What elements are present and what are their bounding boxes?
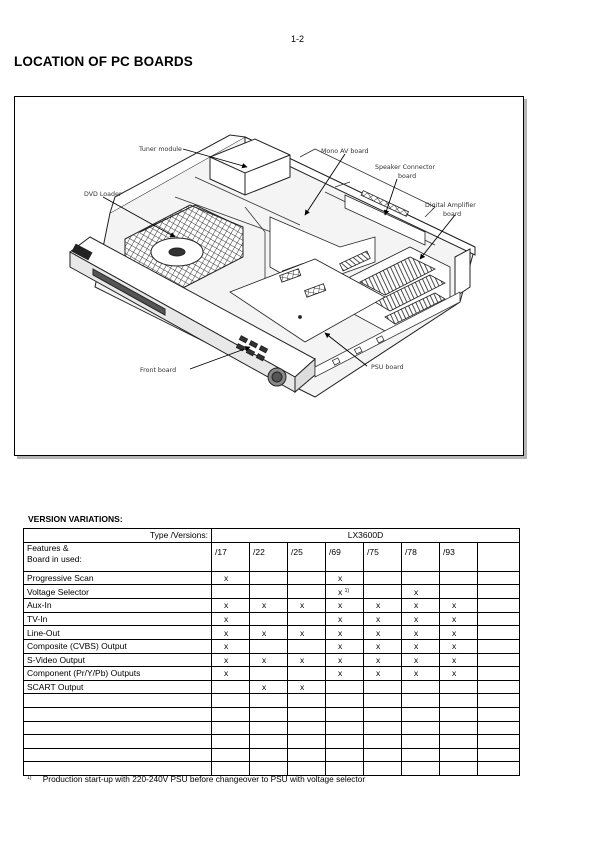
feature-mark: [440, 639, 478, 653]
mark-value: x: [262, 600, 267, 611]
table-header-row: [24, 529, 520, 543]
feature-mark: [250, 585, 288, 599]
feature-mark: [250, 626, 288, 640]
mark-value: x: [338, 654, 343, 665]
version-header: /78: [402, 542, 440, 571]
page-number: 1-2: [290, 34, 304, 44]
table-row: [24, 721, 520, 735]
mark-value: x: [338, 587, 343, 598]
mark-value: x: [224, 654, 229, 665]
feature-mark: [288, 639, 326, 653]
feature-mark: [212, 667, 250, 681]
feature-mark: [364, 639, 402, 653]
feature-mark: [326, 571, 364, 585]
label-psu-board: PSU board: [371, 364, 404, 371]
feature-mark: [402, 721, 440, 735]
version-variations-heading: VERSION VARIATIONS:: [28, 514, 123, 524]
feature-mark: [364, 762, 402, 776]
feature-mark: [478, 571, 520, 585]
feature-mark: [326, 748, 364, 762]
feature-mark: [402, 585, 440, 599]
mark-value: x: [414, 586, 419, 597]
table-row: [24, 639, 520, 653]
feature-mark: [364, 680, 402, 694]
feature-mark: [402, 735, 440, 749]
feature-mark: [212, 639, 250, 653]
mark-value: x: [224, 668, 229, 679]
label-digital-amplifier-line1: Digital Amplifier: [425, 202, 476, 209]
version-header: /25: [288, 542, 326, 571]
mark-value: x: [338, 668, 343, 679]
feature-mark: [212, 748, 250, 762]
feature-name: [24, 707, 212, 721]
feature-mark: [364, 599, 402, 613]
feature-mark: [478, 721, 520, 735]
feature-mark: [326, 599, 364, 613]
mark-value: x: [376, 654, 381, 665]
feature-mark: [250, 612, 288, 626]
feature-name: [24, 748, 212, 762]
feature-name: S-Video Output: [24, 653, 212, 667]
version-header: /17: [212, 542, 250, 571]
footnote-reference: 1): [344, 588, 350, 595]
feature-mark: [326, 653, 364, 667]
page-title: LOCATION OF PC BOARDS: [14, 54, 193, 69]
feature-mark: [440, 653, 478, 667]
table-row: [24, 667, 520, 681]
feature-mark: [478, 612, 520, 626]
mark-value: x: [338, 600, 343, 611]
feature-mark: [478, 639, 520, 653]
feature-mark: [288, 667, 326, 681]
table-row: [24, 680, 520, 694]
feature-mark: [250, 735, 288, 749]
mark-value: x: [414, 654, 419, 665]
mark-value: x: [376, 600, 381, 611]
mark-value: x: [224, 600, 229, 611]
feature-mark: [326, 667, 364, 681]
mark-value: x: [300, 654, 305, 665]
device-drawing: [15, 97, 523, 455]
feature-mark: [440, 599, 478, 613]
mark-value: x: [376, 627, 381, 638]
table-row: [24, 735, 520, 749]
feature-name: [24, 694, 212, 708]
table-version-row: [24, 542, 520, 571]
feature-mark: [250, 707, 288, 721]
feature-mark: [326, 721, 364, 735]
mark-value: x: [300, 600, 305, 611]
feature-mark: [478, 626, 520, 640]
label-mono-av-board: Mono AV board: [321, 148, 369, 155]
mark-value: x: [414, 641, 419, 652]
feature-mark: [402, 680, 440, 694]
footnote: [27, 774, 365, 784]
model-name: LX3600D: [212, 529, 520, 543]
mark-value: x: [224, 614, 229, 625]
feature-name: Component (Pr/Y/Pb) Outputs: [24, 667, 212, 681]
feature-name: SCART Output: [24, 680, 212, 694]
feature-mark: [402, 612, 440, 626]
feature-mark: [250, 639, 288, 653]
footnote-text: Production start-up with 220-240V PSU before changeover to PSU with voltage selector: [42, 774, 366, 784]
version-variations-table: [23, 528, 520, 776]
feature-mark: [288, 571, 326, 585]
feature-mark: [250, 599, 288, 613]
feature-mark: [364, 571, 402, 585]
mark-value: x: [414, 614, 419, 625]
feature-mark: [478, 653, 520, 667]
feature-name: Aux-In: [24, 599, 212, 613]
feature-mark: [326, 707, 364, 721]
feature-name: TV-In: [24, 612, 212, 626]
table-row: [24, 612, 520, 626]
label-digital-amplifier-line2: board: [443, 211, 462, 218]
feature-mark: [440, 762, 478, 776]
mark-value: x: [300, 682, 305, 693]
table-row: [24, 694, 520, 708]
mark-value: x: [224, 641, 229, 652]
feature-mark: [212, 626, 250, 640]
features-label-line1: Features &: [27, 542, 69, 553]
feature-mark: [478, 585, 520, 599]
feature-mark: [402, 748, 440, 762]
feature-mark: [288, 626, 326, 640]
feature-mark: [364, 653, 402, 667]
feature-mark: [364, 585, 402, 599]
version-header: /93: [440, 542, 478, 571]
feature-mark: [288, 612, 326, 626]
feature-mark: [364, 707, 402, 721]
feature-name: [24, 721, 212, 735]
label-dvd-loader: DVD Loader: [84, 191, 122, 198]
table-row: [24, 707, 520, 721]
mark-value: x: [452, 614, 457, 625]
feature-mark: [250, 680, 288, 694]
feature-mark: [250, 653, 288, 667]
feature-mark: [478, 735, 520, 749]
feature-mark: [212, 680, 250, 694]
feature-mark: [402, 626, 440, 640]
feature-mark: [250, 667, 288, 681]
mark-value: x: [262, 682, 267, 693]
mark-value: x: [376, 614, 381, 625]
mark-value: x: [452, 668, 457, 679]
feature-mark: [326, 694, 364, 708]
feature-mark: [440, 680, 478, 694]
feature-mark: [402, 639, 440, 653]
features-label-line2: Board in used:: [27, 553, 82, 564]
feature-mark: [402, 653, 440, 667]
mark-value: x: [414, 627, 419, 638]
feature-mark: [364, 735, 402, 749]
feature-mark: [478, 762, 520, 776]
mark-value: x: [338, 572, 343, 583]
mark-value: x: [338, 614, 343, 625]
feature-name: Line-Out: [24, 626, 212, 640]
footnote-marker: 1): [27, 775, 32, 781]
feature-name: Composite (CVBS) Output: [24, 639, 212, 653]
feature-mark: [250, 748, 288, 762]
mark-value: x: [452, 600, 457, 611]
feature-mark: [212, 599, 250, 613]
feature-mark: [402, 762, 440, 776]
feature-mark: [440, 694, 478, 708]
label-front-board: Front board: [140, 367, 177, 374]
feature-mark: [326, 735, 364, 749]
feature-mark: [440, 748, 478, 762]
mark-value: x: [262, 627, 267, 638]
feature-mark: [478, 707, 520, 721]
feature-name: Progressive Scan: [24, 571, 212, 585]
feature-mark: [288, 735, 326, 749]
feature-mark: [402, 694, 440, 708]
feature-mark: [288, 694, 326, 708]
feature-mark: [288, 748, 326, 762]
feature-mark: [440, 612, 478, 626]
feature-mark: [326, 680, 364, 694]
features-label: [24, 542, 212, 571]
feature-mark: [250, 571, 288, 585]
mark-value: x: [452, 627, 457, 638]
feature-mark: [478, 599, 520, 613]
table-row: [24, 571, 520, 585]
feature-mark: [364, 694, 402, 708]
mark-value: x: [224, 572, 229, 583]
feature-mark: [212, 707, 250, 721]
feature-mark: [440, 721, 478, 735]
label-speaker-connector-line2: board: [398, 173, 417, 180]
feature-mark: [402, 707, 440, 721]
table-row: [24, 748, 520, 762]
mark-value: x: [452, 654, 457, 665]
feature-mark: [212, 721, 250, 735]
feature-mark: [212, 585, 250, 599]
feature-mark: [440, 735, 478, 749]
feature-mark: [402, 599, 440, 613]
feature-mark: [288, 585, 326, 599]
mark-value: x: [414, 600, 419, 611]
feature-name: [24, 735, 212, 749]
type-versions-label: Type /Versions:: [24, 529, 212, 543]
label-tuner-module: Tuner module: [139, 146, 182, 153]
feature-mark: [212, 612, 250, 626]
feature-mark: [364, 667, 402, 681]
feature-mark: [326, 626, 364, 640]
feature-mark: [440, 626, 478, 640]
feature-mark: [288, 721, 326, 735]
feature-mark: [402, 667, 440, 681]
feature-mark: [364, 626, 402, 640]
feature-mark: [250, 694, 288, 708]
table-row: [24, 585, 520, 599]
feature-mark: [364, 612, 402, 626]
feature-mark: [326, 612, 364, 626]
table-row: [24, 599, 520, 613]
table-row: [24, 653, 520, 667]
version-header: /22: [250, 542, 288, 571]
mark-value: x: [376, 668, 381, 679]
feature-mark: [288, 707, 326, 721]
feature-mark: [250, 721, 288, 735]
version-header: /69: [326, 542, 364, 571]
mark-value: x: [262, 654, 267, 665]
feature-mark: [364, 721, 402, 735]
pc-board-location-figure: [14, 96, 524, 456]
feature-mark: [212, 653, 250, 667]
feature-mark: [478, 748, 520, 762]
feature-mark: [478, 680, 520, 694]
feature-mark: [440, 667, 478, 681]
feature-mark: [212, 571, 250, 585]
feature-mark: [288, 653, 326, 667]
version-header: [478, 542, 520, 571]
mark-value: x: [300, 627, 305, 638]
mark-value: x: [376, 641, 381, 652]
feature-mark: [478, 694, 520, 708]
feature-mark: [478, 667, 520, 681]
feature-mark: [212, 735, 250, 749]
mark-value: x: [224, 627, 229, 638]
feature-mark: [212, 694, 250, 708]
table-row: [24, 626, 520, 640]
feature-mark: [364, 748, 402, 762]
mark-value: x: [338, 627, 343, 638]
feature-mark: [440, 585, 478, 599]
feature-name: Voltage Selector: [24, 585, 212, 599]
label-speaker-connector-line1: Speaker Connector: [375, 164, 436, 171]
feature-mark: [326, 639, 364, 653]
mark-value: x: [338, 641, 343, 652]
mark-value: x: [414, 668, 419, 679]
version-header: /75: [364, 542, 402, 571]
feature-mark: [326, 585, 364, 599]
feature-mark: [440, 707, 478, 721]
mark-value: x: [452, 641, 457, 652]
feature-mark: [288, 680, 326, 694]
feature-mark: [402, 571, 440, 585]
feature-mark: [440, 571, 478, 585]
feature-mark: [288, 599, 326, 613]
